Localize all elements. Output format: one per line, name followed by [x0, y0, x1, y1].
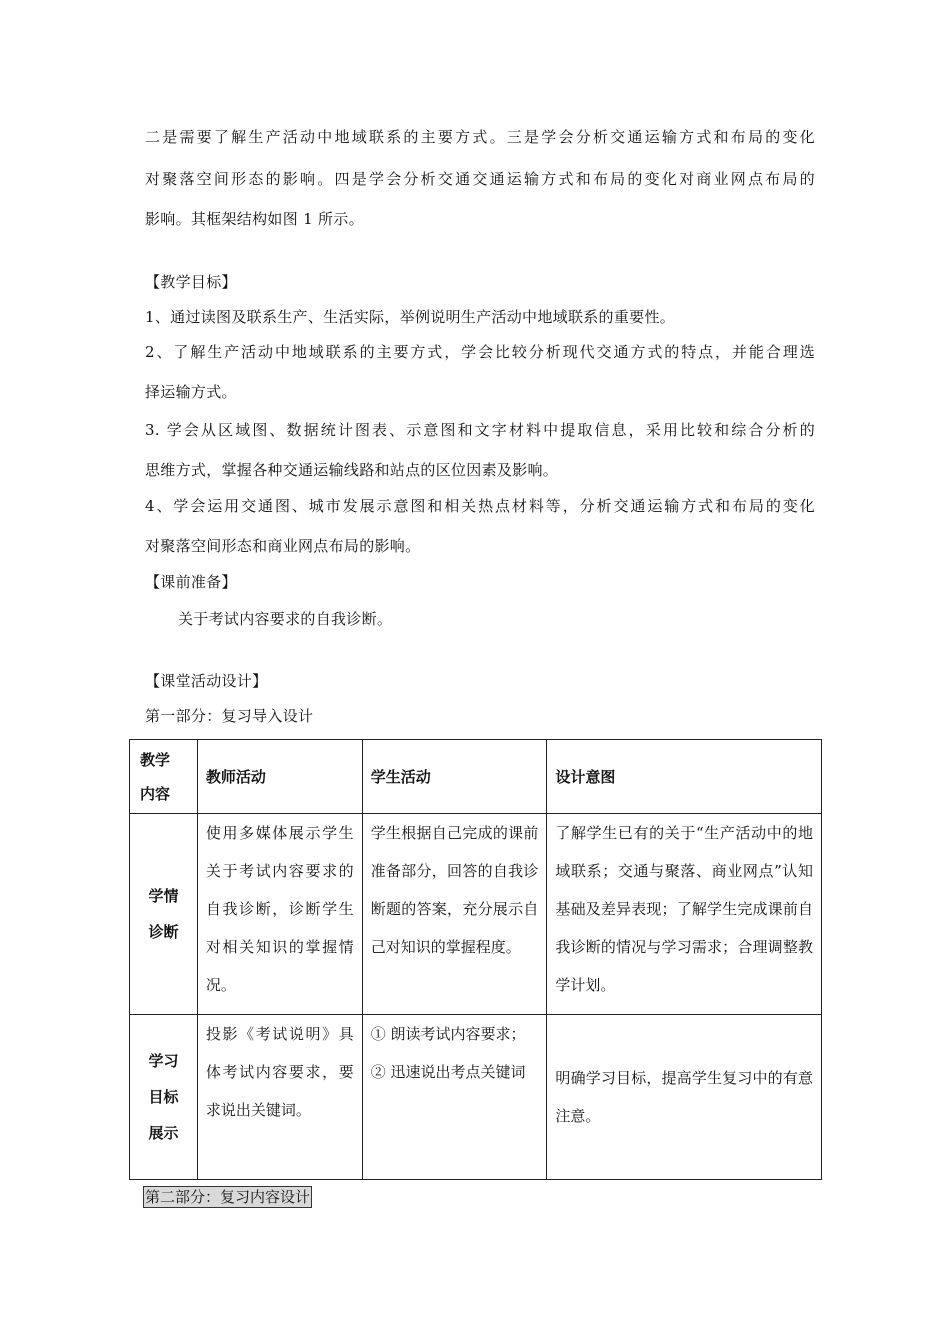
header-teacher-activity: 教师活动: [197, 740, 362, 814]
objective-item-2-line-1: 2、了解生产活动中地域联系的主要方式，学会比较分析现代交通方式的特点，并能合理选: [145, 343, 815, 361]
activity-heading: 【课堂活动设计】: [145, 672, 268, 690]
objective-item-1: 1、通过读图及联系生产、生活实际，举例说明生产活动中地域联系的重要性。: [145, 308, 676, 326]
table-header-row: [130, 740, 822, 814]
objective-item-2-line-2: 择运输方式。: [145, 383, 237, 401]
objective-item-3-line-2: 思维方式，掌握各种交通运输线路和站点的区位因素及影响。: [145, 461, 559, 479]
header-teaching-content-line-2: 内容: [140, 784, 171, 803]
row-label-line-1: 学习: [148, 1052, 179, 1070]
intro-line-1: 二是需要了解生产活动中地域联系的主要方式。三是学会分析交通运输方式和布局的变化: [145, 128, 815, 146]
design-intent-cell: 了解学生已有的关于“生产活动中的地域联系；交通与聚落、商业网点”认知基础及差异表现；了解学生完成课前自我诊断的情况与学习需求；合理调整教学计划。: [547, 814, 822, 1015]
header-teaching-content-line-1: 教学: [140, 750, 171, 769]
table-row: [130, 1015, 822, 1180]
preparation-text: 关于考试内容要求的自我诊断。: [178, 610, 393, 628]
objective-item-4-line-2: 对聚落空间形态和商业网点布局的影响。: [145, 537, 421, 555]
teacher-activity-cell: 使用多媒体展示学生关于考试内容要求的自我诊断，诊断学生对相关知识的掌握情况。: [197, 814, 362, 1015]
row-label-line-3: 展示: [148, 1124, 179, 1142]
intro-line-3: 影响。其框架结构如图 1 所示。: [145, 210, 364, 228]
preparation-heading: 【课前准备】: [145, 573, 237, 591]
row-label-objectives: [130, 1015, 198, 1180]
objective-item-4-line-1: 4、学会运用交通图、城市发展示意图和相关热点材料等，分析交通运输方式和布局的变化: [145, 497, 815, 515]
teacher-activity-cell: 投影《考试说明》具体考试内容要求，要求说出关键词。: [197, 1015, 362, 1180]
header-student-activity: 学生活动: [362, 740, 547, 814]
row-label-line-2: 诊断: [148, 923, 179, 941]
header-design-intent: 设计意图: [547, 740, 822, 814]
objective-item-3-line-1: 3. 学会从区域图、数据统计图表、示意图和文字材料中提取信息，采用比较和综合分析的: [145, 421, 815, 439]
student-activity-item-2: ② 迅速说出考点关键词: [370, 1063, 526, 1081]
intro-line-2: 对聚落空间形态的影响。四是学会分析交通交通运输方式和布局的变化对商业网点布局的: [145, 170, 815, 188]
student-activity-cell: 学生根据自己完成的课前准备部分，回答的自我诊断题的答案，充分展示自己对知识的掌握程度。: [362, 814, 547, 1015]
design-intent-cell: 明确学习目标，提高学生复习中的有意注意。: [547, 1015, 822, 1180]
row-label-diagnosis: [130, 814, 198, 1015]
student-activity-cell: [362, 1015, 547, 1180]
header-teaching-content: [130, 740, 198, 814]
row-label-line-2: 目标: [148, 1088, 179, 1106]
row-label-line-1: 学情: [148, 887, 179, 905]
part-one-title: 第一部分：复习导入设计: [145, 707, 314, 725]
objectives-heading: 【教学目标】: [145, 273, 237, 291]
lesson-plan-table: [129, 739, 822, 1180]
table-row: [130, 814, 822, 1015]
student-activity-item-1: ① 朗读考试内容要求；: [370, 1025, 526, 1043]
part-two-title: 第二部分：复习内容设计: [145, 1188, 311, 1206]
